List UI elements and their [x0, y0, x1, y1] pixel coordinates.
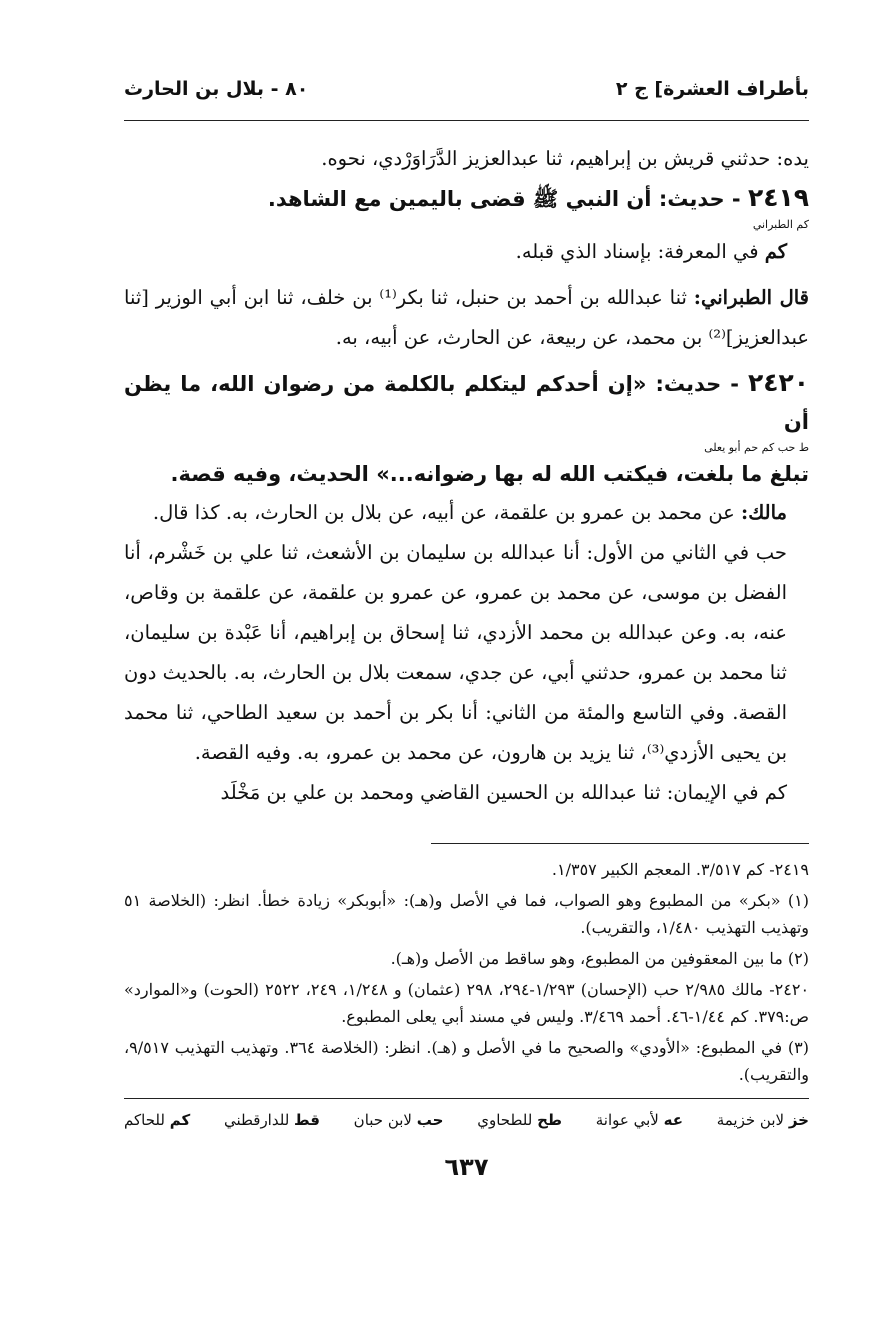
malik-paragraph	[124, 493, 809, 533]
legend-item	[717, 1111, 809, 1129]
legend-desc: لأبي عوانة	[595, 1111, 659, 1129]
running-head-section: ٨٠ - بلال بن الحارث	[124, 78, 309, 100]
footnote-2419: ٢٤١٩- كم ٣/٥١٧. المعجم الكبير ١/٣٥٧.	[551, 860, 809, 879]
tabarani-text: ثنا عبدالله بن أحمد بن حنبل، ثنا بكر⁽¹⁾ بن خلف، ثنا ابن أبي الوزير [ثنا عبدالعزيز]⁽²⁾ بن محمد، عن ربيعة، عن الحارث، عن أبيه، به.	[124, 286, 809, 349]
legend-abbr: عه	[663, 1111, 683, 1129]
hibban-paragraph: حب في الثاني من الأول: أنا عبدالله بن سليمان بن الأشعث، ثنا علي بن خَشْرم، أنا الفضل بن موسى، عن محمد بن عمرو، عن عمرو بن علقمة، عن علقمة بن وقاص، عنه، به. وعن عبدالله بن محمد الأزدي، ثنا إسحاق بن إبراهيم، أنا عَبْدة بن سليمان، ثنا محمد بن عمرو، حدثني أبي، عن جدي، سمعت بلال بن الحارث، به. بالحديث دون القصة. وفي التاسع والمئة من الثاني: أنا بكر بن أحمد بن سعيد الطاحي، ثنا محمد بن يحيى الأزدي⁽³⁾، ثنا يزيد بن هارون، عن محمد بن عمرو، به. وفيه القصة.	[124, 541, 787, 764]
footnote-1: (١) «بكر» من المطبوع وهو الصواب، فما في الأصل و(هـ): «أبوبكر» زيادة خطأ. انظر: (الخلاصة ٥١ وتهذيب التهذيب ١/٤٨٠، والتقريب).	[124, 891, 809, 937]
legend-item	[224, 1111, 320, 1129]
legend-abbr: كم	[169, 1111, 191, 1129]
legend-desc: لابن حبان	[353, 1111, 412, 1129]
legend-abbr: حب	[416, 1111, 444, 1129]
malik-text: عن محمد بن عمرو بن علقمة، عن أبيه، عن بلال بن الحارث، به. كذا قال.	[152, 501, 735, 524]
footnote-divider	[431, 843, 809, 844]
page-number: ٦٣٧	[444, 1153, 489, 1181]
kam-abbreviation: كم	[764, 240, 787, 263]
footnote-2420: ٢٤٢٠- مالك ٢/٩٨٥ حب (الإحسان) ١/٢٩٣-٢٩٤، ٢٩٨ (عثمان) و ١/٢٤٨، ٢٤٩، ٢٥٢٢ (الحوت) و«الموارد» ص:٣٧٩. كم ١/٤٤-٤٦. أحمد ٣/٤٦٩. وليس في مسند أبي يعلى المطبوع.	[124, 980, 810, 1026]
hadith-2420-margin-sources: ط حب كم حم أبو يعلى	[704, 441, 809, 454]
tabarani-label: قال الطبراني:	[693, 286, 809, 309]
legend-item	[354, 1111, 444, 1129]
legend-abbr: خز	[788, 1111, 809, 1129]
legend-desc: للطحاوي	[477, 1111, 533, 1129]
legend-abbr: قط	[294, 1111, 320, 1129]
running-head	[124, 78, 809, 112]
hadith-2419-kam	[124, 232, 809, 272]
header-divider	[124, 120, 809, 121]
hadith-2419-heading	[124, 179, 809, 218]
hadith-2420-text-1: - حديث: «إن أحدكم ليتكلم بالكلمة من رضوان الله، ما يظن أن	[124, 372, 809, 434]
footnote-2: (٢) ما بين المعقوفين من المطبوع، وهو ساقط من الأصل و(هـ).	[390, 949, 809, 968]
legend-item	[124, 1111, 190, 1129]
legend-item	[596, 1111, 683, 1129]
footnote-3: (٣) في المطبوع: «الأودي» والصحيح ما في الأصل و (هـ). انظر: (الخلاصة ٣٦٤. وتهذيب التهذيب ٩/٥١٧، والتقريب).	[124, 1038, 810, 1084]
legend-desc: للحاكم	[124, 1111, 165, 1129]
hadith-2419-margin-sources: كم الطبراني	[752, 218, 809, 231]
hadith-2420-number: ٢٤٢٠	[747, 368, 810, 397]
legend-abbr: طح	[537, 1111, 563, 1129]
legend-desc: للدارقطني	[223, 1111, 290, 1129]
running-head-book-title: بأطراف العشرة] ج ٢	[615, 78, 809, 100]
hadith-2419-text: - حديث: أن النبي ﷺ قضى باليمين مع الشاهد.	[267, 187, 741, 211]
paragraph-continuation: يده: حدثني قريش بن إبراهيم، ثنا عبدالعزيز الدَّرَاوَرْدي، نحوه.	[321, 147, 809, 170]
legend-item	[477, 1111, 562, 1129]
malik-label: مالك:	[741, 501, 787, 524]
legend-desc: لابن خزيمة	[716, 1111, 785, 1129]
iman-paragraph: كم في الإيمان: ثنا عبدالله بن الحسين القاضي ومحمد بن علي بن مَخْلَد	[220, 781, 787, 804]
hadith-2420-text-2: تبلغ ما بلغت، فيكتب الله له بها رضوانه...» الحديث، وفيه قصة.	[170, 462, 809, 486]
hadith-2420-heading	[124, 364, 809, 441]
abbreviation-legend	[124, 1111, 809, 1129]
kam-text: في المعرفة: بإسناد الذي قبله.	[515, 240, 759, 263]
footnotes	[124, 856, 809, 1088]
tabarani-paragraph	[124, 278, 809, 358]
main-text	[124, 139, 809, 813]
hadith-2419-number: ٢٤١٩	[747, 183, 809, 212]
legend-divider	[124, 1098, 809, 1099]
